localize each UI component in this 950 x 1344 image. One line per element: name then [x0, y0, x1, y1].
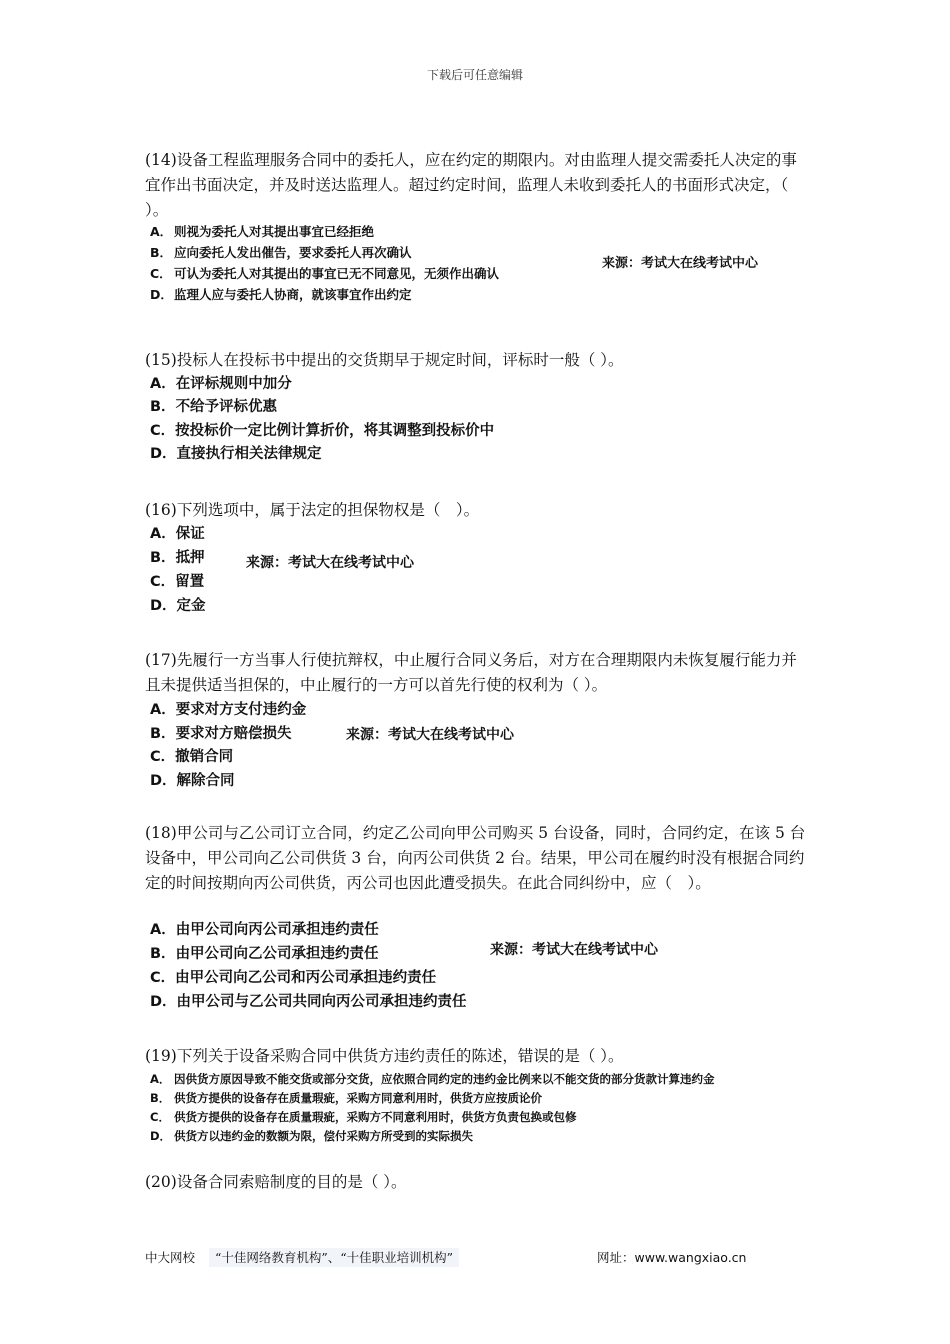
question-17-stem: (17)先履行一方当事人行使抗辩权，中止履行合同义务后，对方在合理期限内未恢复履行能力并且未提供适当担保的，中止履行的一方可以首先行使的权利为（ ）。 [145, 651, 797, 694]
question-15-stem: (15)投标人在投标书中提出的交货期早于规定时间，评标时一般（ ）。 [145, 351, 624, 369]
question-16-stem: (16)下列选项中，属于法定的担保物权是（ ）。 [145, 501, 480, 519]
question-15-option-a[interactable]: A．在评标规则中加分 [150, 376, 292, 392]
question-16-source: 来源：考试大在线考试中心 [246, 555, 414, 571]
question-18-option-c[interactable]: C．由甲公司向乙公司和丙公司承担违约责任 [150, 970, 437, 986]
question-14-stem: (14)设备工程监理服务合同中的委托人，应在约定的期限内。对由监理人提交需委托人决定的事宜作出书面决定，并及时送达监理人。超过约定时间，监理人未收到委托人的书面形式决定，（ ）。 [145, 151, 797, 219]
question-17-option-b[interactable]: B．要求对方赔偿损失 [150, 726, 292, 742]
question-16-option-b[interactable]: B．抵押 [150, 550, 205, 566]
question-20-stem: (20)设备合同索赔制度的目的是（ ）。 [145, 1173, 407, 1191]
question-14-source: 来源：考试大在线考试中心 [602, 256, 759, 271]
question-16-option-a[interactable]: A．保证 [150, 526, 205, 542]
question-15-option-c[interactable]: C．按投标价一定比例计算折价，将其调整到投标价中 [150, 423, 495, 439]
footer-site-link[interactable]: www.wangxiao.cn [634, 1250, 747, 1265]
question-19-option-a[interactable]: A． 因供货方原因导致不能交货或部分交货，应依照合同约定的违约金比例来以不能交货的部分货款计算违约金 [150, 1072, 715, 1086]
question-14-option-c[interactable]: C． 可认为委托人对其提出的事宜已无不同意见，无须作出确认 [150, 266, 500, 281]
question-14-option-d[interactable]: D．监理人应与委托人协商，就该事宜作出约定 [150, 287, 412, 302]
question-15-option-d[interactable]: D．直接执行相关法律规定 [150, 446, 322, 462]
question-17-source: 来源：考试大在线考试中心 [346, 727, 514, 743]
question-18-option-d[interactable]: D．由甲公司与乙公司共同向丙公司承担违约责任 [150, 994, 467, 1010]
question-18-option-a[interactable]: A．由甲公司向丙公司承担违约责任 [150, 922, 379, 938]
question-19-option-b[interactable]: B． 供货方提供的设备存在质量瑕疵，采购方同意利用时，供货方应按质论价 [150, 1091, 542, 1105]
page-footer [145, 1248, 805, 1266]
question-19-stem: (19)下列关于设备采购合同中供货方违约责任的陈述，错误的是（ ）。 [145, 1047, 624, 1065]
question-17-option-c[interactable]: C．撤销合同 [150, 749, 234, 765]
footer-site[interactable] [597, 1248, 746, 1266]
question-18-stem: (18)甲公司与乙公司订立合同，约定乙公司向甲公司购买 5 台设备，同时，合同约定，在该 5 台设备中，甲公司向乙公司供货 3 台，向丙公司供货 2 台。结果，甲公司在履约时没有根据合同约定的时间按期向丙公司供货，丙公司也因此遭受损失。在此合同纠纷中，应（ ）。 [145, 824, 806, 892]
question-16-option-c[interactable]: C．留置 [150, 574, 205, 590]
page-header: 下载后可任意编辑 [426, 68, 523, 82]
footer-site-label: 网址： [597, 1250, 635, 1265]
question-18-source: 来源：考试大在线考试中心 [490, 942, 658, 958]
footer-school: 中大网校 [145, 1250, 196, 1265]
question-19-option-d[interactable]: D． 供货方以违约金的数额为限，偿付采购方所受到的实际损失 [150, 1129, 473, 1143]
question-14-option-b[interactable]: B． 应向委托人发出催告，要求委托人再次确认 [150, 245, 412, 260]
footer-slogan: “十佳网络教育机构”、“十佳职业培训机构” [209, 1248, 459, 1267]
question-14-option-a[interactable]: A． 则视为委托人对其提出事宜已经拒绝 [150, 224, 375, 239]
question-16-option-d[interactable]: D．定金 [150, 598, 206, 614]
question-17-option-d[interactable]: D．解除合同 [150, 773, 235, 789]
question-15-option-b[interactable]: B．不给予评标优惠 [150, 399, 278, 415]
question-17-option-a[interactable]: A．要求对方支付违约金 [150, 702, 307, 718]
question-18-option-b[interactable]: B．由甲公司向乙公司承担违约责任 [150, 946, 379, 962]
question-19-option-c[interactable]: C． 供货方提供的设备存在质量瑕疵，采购方不同意利用时，供货方负责包换或包修 [150, 1110, 577, 1124]
